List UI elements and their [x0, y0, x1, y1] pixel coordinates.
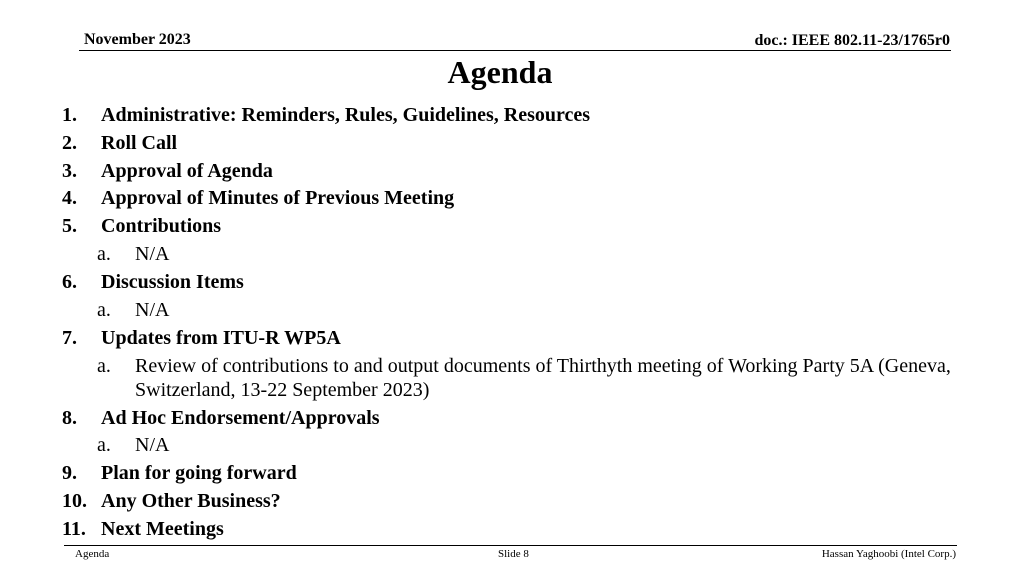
agenda-item-number: 5.: [62, 215, 77, 238]
agenda-item-number: 11.: [62, 517, 86, 540]
agenda-item: [62, 130, 962, 158]
agenda-item-text: Ad Hoc Endorsement/Approvals: [101, 406, 380, 429]
agenda-subitem-text: N/A: [135, 242, 170, 265]
agenda-item: [62, 102, 962, 130]
agenda-subitem-text: N/A: [135, 434, 170, 457]
header-divider: [79, 50, 951, 51]
agenda-subitem: [62, 432, 962, 460]
agenda-item: [62, 488, 962, 516]
agenda-subitem-letter: a.: [97, 242, 111, 265]
agenda-item: [62, 516, 962, 544]
footer-author: Hassan Yaghoobi (Intel Corp.): [821, 548, 956, 560]
agenda-item: [62, 185, 962, 213]
agenda-item-text: Roll Call: [101, 131, 178, 154]
agenda-subitem-letter: a.: [97, 298, 111, 321]
agenda-item-number: 7.: [62, 326, 77, 349]
agenda-item-text: Next Meetings: [101, 517, 224, 540]
agenda-item-text: Approval of Agenda: [101, 159, 273, 182]
agenda-item: [62, 213, 962, 241]
agenda-item-number: 10.: [62, 490, 87, 513]
agenda-subitem: [62, 353, 962, 405]
agenda-item-number: 1.: [62, 104, 77, 126]
header-doc-id: doc.: IEEE 802.11-23/1765r0: [754, 32, 950, 49]
agenda-subitem-letter: a.: [97, 354, 111, 377]
agenda-item-text: Discussion Items: [101, 270, 244, 293]
agenda-item-text: Updates from ITU-R WP5A: [101, 326, 341, 349]
slide-title: Agenda: [447, 54, 553, 90]
agenda-item-text: Contributions: [101, 215, 222, 238]
agenda-item-text: Plan for going forward: [101, 462, 297, 485]
agenda-item-number: 4.: [62, 187, 77, 210]
agenda-item: [62, 405, 962, 433]
agenda-list: [62, 102, 962, 544]
footer-slide-number: Slide 8: [498, 548, 529, 560]
agenda-subitem-letter: a.: [97, 434, 111, 457]
footer-divider: [64, 545, 957, 546]
agenda-item: [62, 269, 962, 297]
agenda-item-text: Approval of Minutes of Previous Meeting: [101, 187, 455, 210]
agenda-item-text: Any Other Business?: [101, 490, 281, 513]
agenda-item-number: 2.: [62, 131, 77, 154]
agenda-item-number: 9.: [62, 462, 77, 485]
agenda-item-number: 6.: [62, 270, 77, 293]
agenda-subitem: [62, 241, 962, 269]
agenda-item: [62, 460, 962, 488]
agenda-item-number: 3.: [62, 159, 77, 182]
agenda-item: [62, 158, 962, 186]
agenda-item: [62, 325, 962, 353]
footer-left: Agenda: [75, 548, 110, 560]
agenda-subitem-text: N/A: [135, 298, 170, 321]
header-date: November 2023: [84, 31, 191, 48]
agenda-item-text: Administrative: Reminders, Rules, Guidelines, Resources: [101, 104, 591, 126]
agenda-item-number: 8.: [62, 406, 77, 429]
agenda-subitem: [62, 297, 962, 325]
agenda-subitem-text: Review of contributions to and output documents of Thirthyth meeting of Working Party 5A (Geneva, Switzerland, 13-22 September 2023): [135, 354, 951, 401]
